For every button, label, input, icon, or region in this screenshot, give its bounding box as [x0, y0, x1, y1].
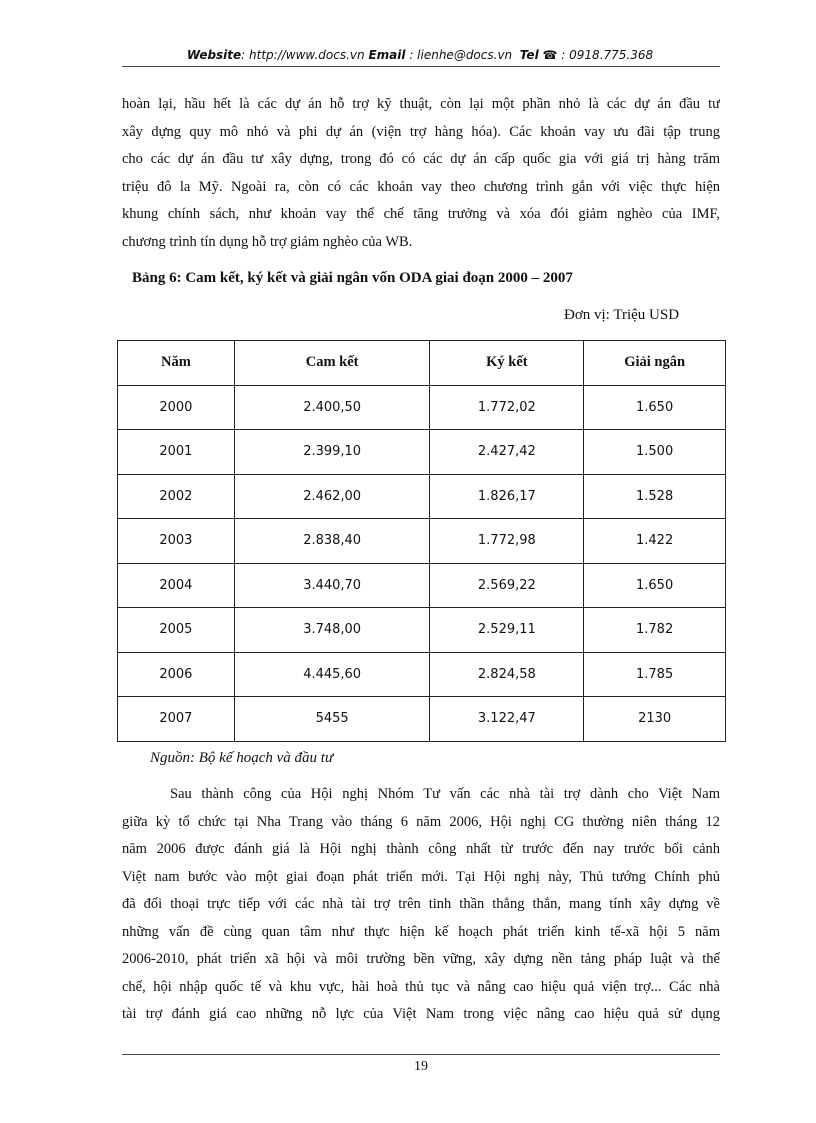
tel-number: : 0918.775.368: [561, 48, 654, 62]
cell-signed: 1.772,98: [430, 519, 584, 564]
table-unit: Đơn vị: Triệu USD: [564, 307, 680, 323]
cell-commitment: 4.445,60: [234, 652, 430, 697]
table-caption: Bảng 6: Cam kết, ký kết và giải ngân vốn ODA giai đoạn 2000 – 2007: [132, 270, 573, 286]
table-row: [118, 430, 726, 475]
table-row: [118, 385, 726, 430]
cell-year: 2001: [118, 430, 235, 475]
text-line: giữa kỳ tổ chức tại Nha Trang vào tháng 6 năm 2006, Hội nghị CG thường niên tháng 12: [122, 813, 720, 830]
cell-signed: 2.529,11: [430, 608, 584, 653]
page-header: [120, 48, 720, 62]
cell-year: 2003: [118, 519, 235, 564]
cell-signed: 2.427,42: [430, 430, 584, 475]
cell-commitment: 5455: [234, 697, 430, 742]
cell-year: 2002: [118, 474, 235, 519]
cell-signed: 1.772,02: [430, 385, 584, 430]
header-commitment: Cam kết: [234, 341, 430, 386]
cell-year: 2006: [118, 652, 235, 697]
cell-commitment: 2.838,40: [234, 519, 430, 564]
text-line: chương trình tín dụng hỗ trợ giảm nghèo của WB.: [122, 233, 413, 250]
cell-signed: 2.569,22: [430, 563, 584, 608]
table-row: [118, 563, 726, 608]
tel-label: Tel: [519, 48, 539, 62]
text-line: tài trợ đánh giá cao những nỗ lực của Việt Nam trong việc nâng cao hiệu quả sử dụng: [122, 1006, 720, 1022]
text-line: Sau thành công của Hội nghị Nhóm Tư vấn các nhà tài trợ dành cho Việt Nam: [170, 786, 720, 802]
website-url[interactable]: : http://www.docs.vn: [241, 48, 365, 62]
page-number: 19: [414, 1059, 428, 1074]
text-line: đã đối thoại trực tiếp với các nhà tài trợ trên tinh thần thẳng thắn, mang tính xây dựng về: [122, 896, 720, 912]
text-line: năm 2006 được đánh giá là Hội nghị thành công nhất từ trước đến nay trước bối cảnh: [122, 841, 720, 857]
cell-disbursed: 1.650: [584, 385, 726, 430]
body-paragraph: [122, 781, 720, 1029]
cell-disbursed: 1.785: [584, 652, 726, 697]
cell-disbursed: 2130: [584, 697, 726, 742]
table-row: [118, 697, 726, 742]
website-label: Website: [186, 48, 242, 62]
cell-disbursed: 1.500: [584, 430, 726, 475]
cell-year: 2005: [118, 608, 235, 653]
text-line: cho các dự án đầu tư xây dựng, trong đó có các dự án cấp quốc gia với giá trị hàng trăm: [122, 151, 720, 167]
cell-commitment: 3.748,00: [234, 608, 430, 653]
text-line: chế, hội nhập quốc tế và khu vực, hài hoà thủ tục và nâng cao hiệu quả viện trợ... Các nhà: [122, 978, 720, 995]
text-line: xây dựng quy mô nhỏ và phi dự án (viện trợ hàng hóa). Các khoản vay ưu đãi tập trung: [122, 123, 720, 140]
text-line: 2006-2010, phát triển xã hội và môi trường bền vững, xây dựng nền tảng pháp luật và thể: [122, 951, 720, 967]
table-row: [118, 519, 726, 564]
cell-signed: 2.824,58: [430, 652, 584, 697]
table-source: Nguồn: Bộ kế hoạch và đầu tư: [150, 750, 334, 766]
intro-paragraph: [122, 91, 720, 256]
cell-signed: 3.122,47: [430, 697, 584, 742]
phone-icon: ☎: [542, 48, 558, 62]
cell-disbursed: 1.782: [584, 608, 726, 653]
header-divider: [122, 66, 720, 67]
text-line: những vấn đề cùng quan tâm như thực hiện kế hoạch phát triển kinh tế-xã hội 5 năm: [122, 923, 720, 940]
cell-signed: 1.826,17: [430, 474, 584, 519]
cell-disbursed: 1.422: [584, 519, 726, 564]
footer-divider: [122, 1054, 720, 1055]
table-header-row: [118, 341, 726, 386]
text-line: triệu đô la Mỹ. Ngoài ra, còn có các khoản vay theo chương trình gắn với việc thực hiện: [122, 178, 720, 195]
text-line: khung chính sách, như khoản vay thể chế tăng trưởng và xóa đói giảm nghèo của IMF,: [122, 206, 720, 222]
cell-commitment: 3.440,70: [234, 563, 430, 608]
email-address[interactable]: : lienhe@docs.vn: [409, 48, 513, 62]
cell-disbursed: 1.528: [584, 474, 726, 519]
email-label: Email: [368, 48, 406, 62]
header-disbursed: Giải ngân: [584, 341, 726, 386]
cell-commitment: 2.399,10: [234, 430, 430, 475]
cell-disbursed: 1.650: [584, 563, 726, 608]
cell-commitment: 2.462,00: [234, 474, 430, 519]
text-line: hoàn lại, hầu hết là các dự án hỗ trợ kỹ thuật, còn lại một phần nhỏ là các dự án đầu tư: [122, 96, 720, 112]
cell-year: 2000: [118, 385, 235, 430]
cell-year: 2007: [118, 697, 235, 742]
table-row: [118, 474, 726, 519]
table-row: [118, 608, 726, 653]
cell-year: 2004: [118, 563, 235, 608]
cell-commitment: 2.400,50: [234, 385, 430, 430]
text-line: Việt nam bước vào một giai đoạn phát triển mới. Tại Hội nghị này, Thủ tướng Chính phủ: [122, 868, 720, 885]
oda-table: [117, 340, 726, 742]
table-row: [118, 652, 726, 697]
header-year: Năm: [118, 341, 235, 386]
header-signed: Ký kết: [430, 341, 584, 386]
